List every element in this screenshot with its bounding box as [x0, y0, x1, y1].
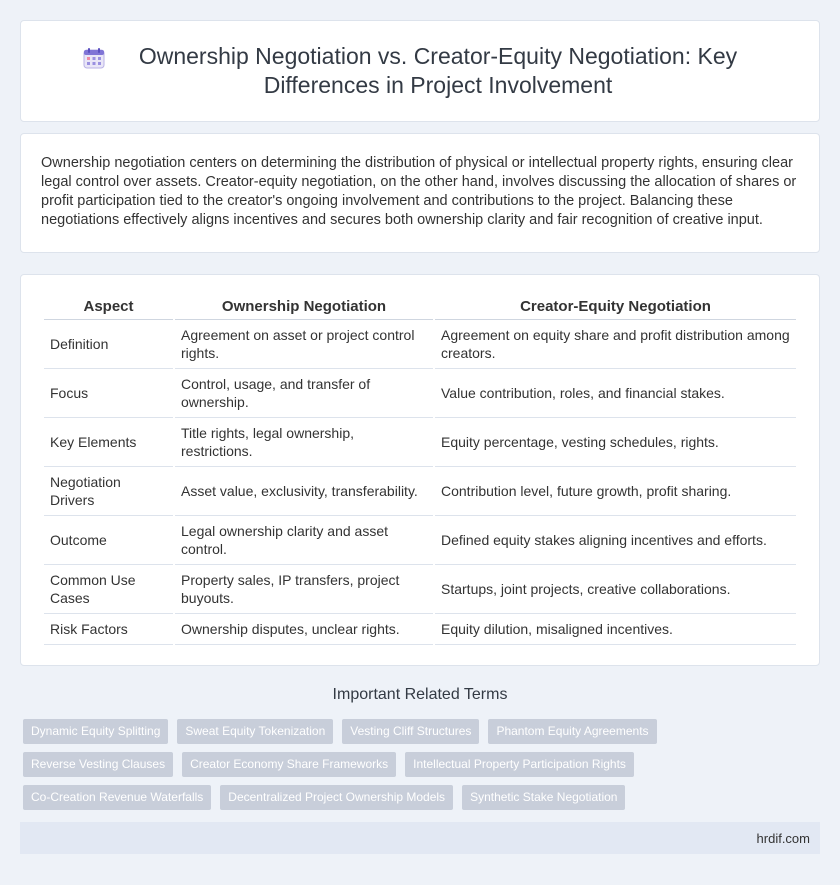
row-creator-equity: Contribution level, future growth, profit sharing.	[435, 467, 796, 516]
row-creator-equity: Startups, joint projects, creative collaborations.	[435, 565, 796, 614]
table-row	[44, 467, 796, 516]
row-aspect: Common Use Cases	[44, 565, 173, 614]
table-row	[44, 369, 796, 418]
row-aspect: Risk Factors	[44, 614, 173, 645]
related-terms-title: Important Related Terms	[332, 686, 508, 703]
row-aspect: Focus	[44, 369, 173, 418]
row-creator-equity: Defined equity stakes aligning incentives and efforts.	[435, 516, 796, 565]
comparison-table	[42, 295, 798, 645]
title-wrap	[82, 42, 758, 100]
related-tag[interactable]: Synthetic Stake Negotiation	[462, 785, 625, 810]
row-aspect: Key Elements	[44, 418, 173, 467]
row-ownership: Property sales, IP transfers, project buyouts.	[175, 565, 433, 614]
row-creator-equity: Equity percentage, vesting schedules, rights.	[435, 418, 796, 467]
row-aspect: Negotiation Drivers	[44, 467, 173, 516]
footer	[20, 822, 820, 854]
row-ownership: Legal ownership clarity and asset control.	[175, 516, 433, 565]
header-aspect: Aspect	[44, 295, 173, 320]
related-tag[interactable]: Reverse Vesting Clauses	[23, 752, 173, 777]
summary-text: Ownership negotiation centers on determining the distribution of physical or intellectual property rights, ensuring clear legal control over assets. Creator-equity negotiation, on the other hand, involves discussing the allocation of shares or profit participation tied to the creator's ongoing involvement and contributions to the project. Balancing these negotiations effectively aligns incentives and secures both ownership clarity and fair recognition of creative input.	[41, 155, 797, 228]
table-row	[44, 418, 796, 467]
table-row	[44, 320, 796, 369]
related-tag[interactable]: Vesting Cliff Structures	[342, 719, 479, 744]
title-card	[20, 20, 820, 122]
related-tag[interactable]: Intellectual Property Participation Rights	[405, 752, 634, 777]
header-ownership: Ownership Negotiation	[175, 295, 433, 320]
row-ownership: Ownership disputes, unclear rights.	[175, 614, 433, 645]
footer-site-link[interactable]: hrdif.com	[756, 830, 810, 846]
row-aspect: Definition	[44, 320, 173, 369]
comparison-table-card	[20, 274, 820, 666]
row-ownership: Asset value, exclusivity, transferability.	[175, 467, 433, 516]
row-creator-equity: Agreement on equity share and profit distribution among creators.	[435, 320, 796, 369]
table-row	[44, 516, 796, 565]
row-aspect: Outcome	[44, 516, 173, 565]
related-tag[interactable]: Creator Economy Share Frameworks	[182, 752, 396, 777]
related-tag[interactable]: Decentralized Project Ownership Models	[220, 785, 453, 810]
related-tag[interactable]: Phantom Equity Agreements	[488, 719, 656, 744]
related-tag[interactable]: Sweat Equity Tokenization	[177, 719, 333, 744]
row-ownership: Title rights, legal ownership, restrictions.	[175, 418, 433, 467]
header-creator-equity: Creator-Equity Negotiation	[435, 295, 796, 320]
table-row	[44, 565, 796, 614]
row-ownership: Control, usage, and transfer of ownership.	[175, 369, 433, 418]
row-ownership: Agreement on asset or project control rights.	[175, 320, 433, 369]
related-terms-tags	[22, 718, 822, 817]
row-creator-equity: Value contribution, roles, and financial stakes.	[435, 369, 796, 418]
related-tag[interactable]: Dynamic Equity Splitting	[23, 719, 168, 744]
row-creator-equity: Equity dilution, misaligned incentives.	[435, 614, 796, 645]
calendar-icon	[82, 46, 106, 70]
table-row	[44, 614, 796, 645]
page-title: Ownership Negotiation vs. Creator-Equity Negotiation: Key Differences in Project Involvement	[138, 43, 738, 98]
summary-card	[20, 133, 820, 253]
table-header-row	[44, 295, 796, 320]
related-tag[interactable]: Co-Creation Revenue Waterfalls	[23, 785, 211, 810]
